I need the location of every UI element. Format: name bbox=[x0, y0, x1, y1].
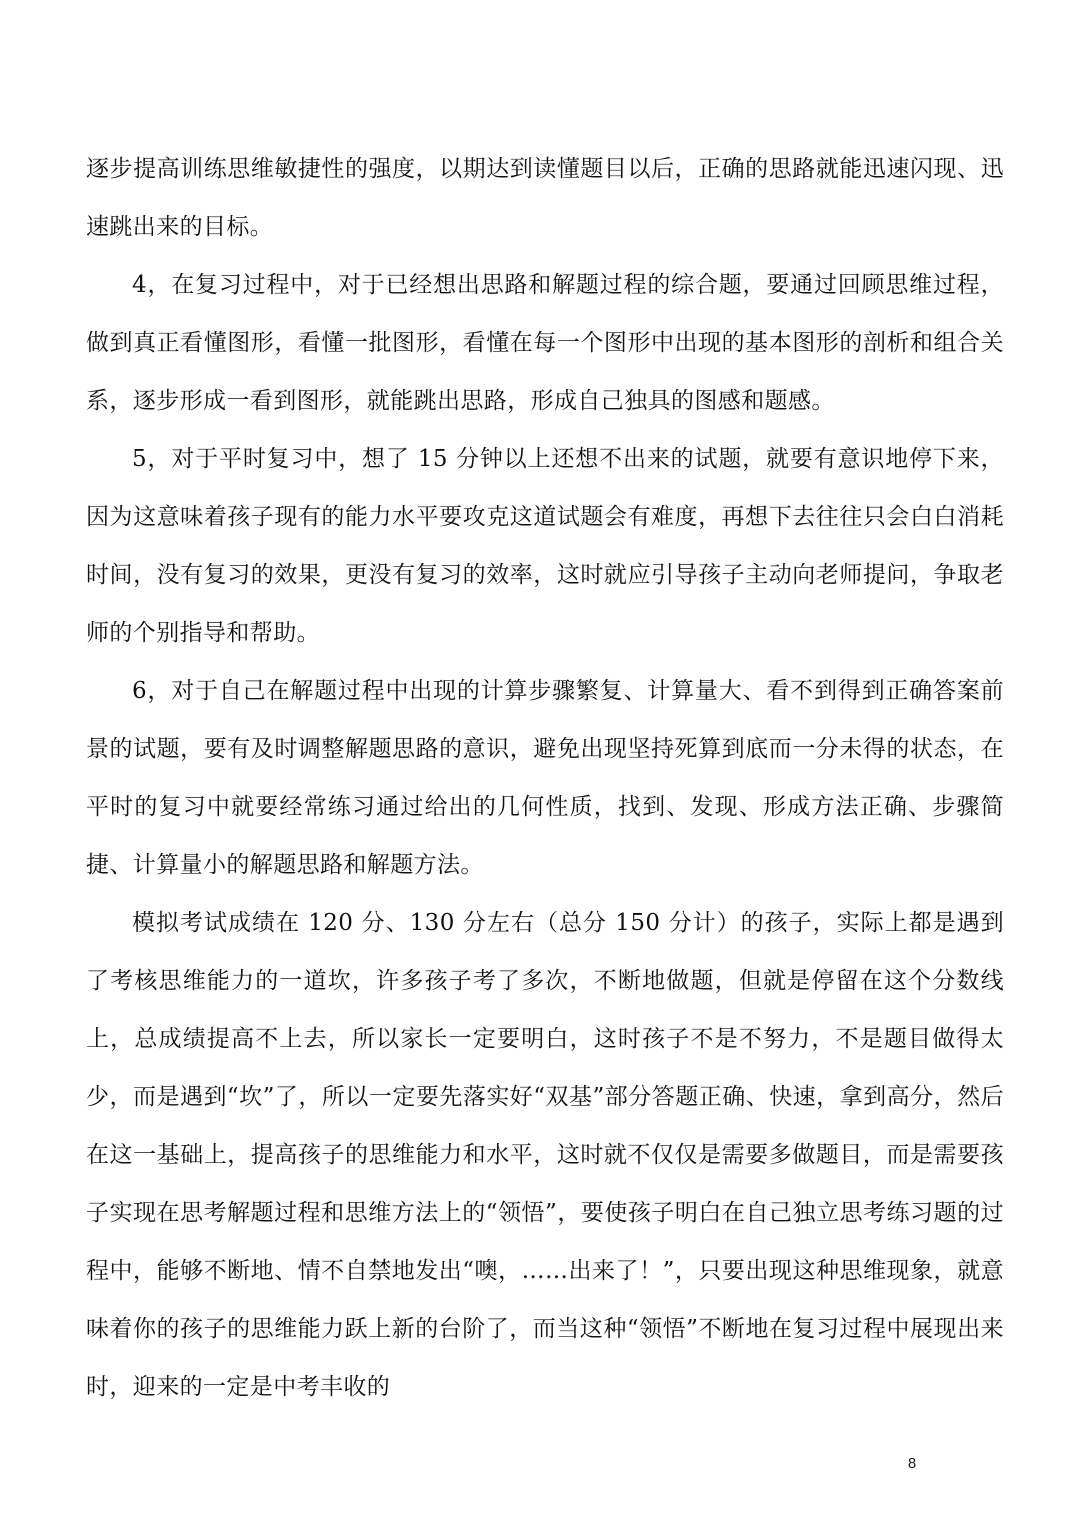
paragraph-item-4: 4，在复习过程中，对于已经想出思路和解题过程的综合题，要通过回顾思维过程，做到真正看懂图形，看懂一批图形，看懂在每一个图形中出现的基本图形的剖析和组合关系，逐步形成一看到图形，就能跳出思路，形成自己独具的图感和题感。 bbox=[86, 272, 1004, 414]
page-number: 8 bbox=[907, 1455, 917, 1472]
paragraph-mock-exam: 模拟考试成绩在 120 分、130 分左右（总分 150 分计）的孩子，实际上都是遇到了考核思维能力的一道坎，许多孩子考了多次，不断地做题，但就是停留在这个分数线上，总成绩提高不上去，所以家长一定要明白，这时孩子不是不努力，不是题目做得太少，而是遇到“坎”了，所以一定要先落实好“双基”部分答题正确、快速，拿到高分，然后在这一基础上，提高孩子的思维能力和水平，这时就不仅仅是需要多做题目，而是需要孩子实现在思考解题过程和思维方法上的“领悟”，要使孩子明白在自己独立思考练习题的过程中，能够不断地、情不自禁地发出“噢，……出来了！”，只要出现这种思维现象，就意味着你的孩子的思维能力跃上新的台阶了，而当这种“领悟”不断地在复习过程中展现出来时，迎来的一定是中考丰收的 bbox=[86, 910, 1004, 1400]
document-body bbox=[86, 140, 1004, 1416]
paragraph-item-5: 5，对于平时复习中，想了 15 分钟以上还想不出来的试题，就要有意识地停下来，因为这意味着孩子现有的能力水平要攻克这道试题会有难度，再想下去往往只会白白消耗时间，没有复习的效果，更没有复习的效率，这时就应引导孩子主动向老师提问，争取老师的个别指导和帮助。 bbox=[86, 446, 1004, 646]
paragraph-item-6: 6，对于自己在解题过程中出现的计算步骤繁复、计算量大、看不到得到正确答案前景的试题，要有及时调整解题思路的意识，避免出现坚持死算到底而一分未得的状态，在平时的复习中就要经常练习通过给出的几何性质，找到、发现、形成方法正确、步骤简捷、计算量小的解题思路和解题方法。 bbox=[86, 678, 1004, 878]
paragraph-continuation: 逐步提高训练思维敏捷性的强度，以期达到读懂题目以后，正确的思路就能迅速闪现、迅速跳出来的目标。 bbox=[86, 156, 1004, 240]
